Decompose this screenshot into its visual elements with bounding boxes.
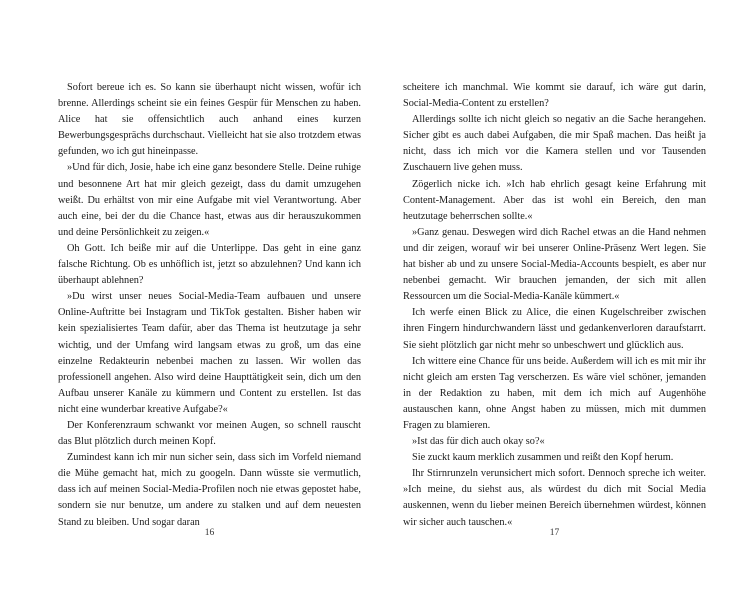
paragraph: Ich werfe einen Blick zu Alice, die einen Kugelschreiber zwischen ihren Fingern hindurchwandern lässt und gedankenverloren daraufstarrt. Sie sieht plötzlich gar nicht mehr so unbeschwert und glücklich aus. (403, 307, 706, 351)
paragraph: Ich wittere eine Chance für uns beide. Außerdem will ich es mit mir ihr nicht gleich am ersten Tag verscherzen. Es wäre viel schöner, jemanden in der Redaktion zu haben, mit dem ich mich auf Augenhöhe austauschen kann, ohne Angst haben zu müssen, mich mit dummen Fragen zu blamieren. (403, 355, 706, 431)
paragraph: scheitere ich manchmal. Wie kommt sie darauf, ich wäre gut darin, Social-Media-Content zu erstellen? (403, 82, 706, 110)
paragraph: Der Konferenzraum schwankt vor meinen Augen, so schnell rauscht das Blut plötzlich durch meinen Kopf. (58, 419, 361, 448)
left-page-text (58, 80, 361, 531)
page-number-left: 16 (204, 528, 215, 538)
paragraph: »Und für dich, Josie, habe ich eine ganz besondere Stelle. Deine ruhige und besonnene Art hat mir gleich gezeigt, dass du damit umzugehen weißt. Du erhältst von mir eine Aufgabe mit viel Verantwortung. Aber auch eine, bei der du die Chance hast, etwas aus dir herauszukommen und deine Persönlichkeit zu zeigen.« (58, 162, 361, 238)
paragraph: Oh Gott. Ich beiße mir auf die Unterlippe. Das geht in eine ganz falsche Richtung. Ob es unhöflich ist, jetzt so abzulehnen? Und kann ich überhaupt ablehnen? (58, 242, 361, 287)
paragraph: Ihr Stirnrunzeln verunsichert mich sofort. Dennoch spreche ich weiter. »Ich meine, du siehst aus, als würdest du dich mit Social Media auskennen, wenn du lieber meinen Bereich übernehmen würdest, können wir sicher auch tauschen.« (403, 468, 706, 528)
paragraph: Allerdings sollte ich nicht gleich so negativ an die Sache herangehen. Sicher gibt es auch dabei Aufgaben, die mir Spaß machen. Das heißt ja nicht, dass ich mich vor die Kamera stellen und vor Tausenden Zuschauern live gehen muss. (403, 114, 706, 174)
paragraph: »Ist das für dich auch okay so?« (412, 436, 545, 448)
page-number-right: 17 (549, 528, 560, 538)
right-page-text (403, 80, 706, 531)
paragraph: »Ganz genau. Deswegen wird dich Rachel etwas an die Hand nehmen und dir zeigen, worauf wir bei unserer Online-Präsenz Wert legen. Sie hat bisher ab und zu unsere Social-Media-Accounts bespielt, es aber nur nebenbei gemacht. Wir brauchen jemanden, der sich mit allen Ressourcen um die Social-Media-Kanäle kümmert.« (403, 226, 706, 303)
paragraph: »Du wirst unser neues Social-Media-Team aufbauen und unsere Online-Auftritte bei Instagram und TikTok gestalten. Bisher haben wir kein spezialisiertes Team dafür, aber das Thema ist heutzutage ja sehr wichtig, und der Umfang wird langsam etwas zu groß, um das eine einzelne Redakteurin nebenbei machen zu lassen. Wir wollen das professionell angehen. Also wird deine Haupttätigkeit sein, dich um den Aufbau unserer Kanäle zu kümmern und Content zu erstellen. Ist das nicht eine wunderbar kreative Aufgabe?« (58, 291, 361, 415)
paragraph: Zögerlich nicke ich. »Ich hab ehrlich gesagt keine Erfahrung mit Content-Management. Aber das ist wohl ein Bereich, den man heutzutage beherrschen sollte.« (403, 178, 706, 222)
paragraph: Sofort bereue ich es. So kann sie überhaupt nicht wissen, wofür ich brenne. Allerdings scheint sie ein feines Gespür für Menschen zu haben. Alice hat sie offensichtlich auch anhand eines kurzen Bewerbungsgesprächs durchschaut. Vielleicht hat sie also trotzdem etwas gefunden, wo ich gut hineinpasse. (58, 82, 361, 158)
paragraph: Zumindest kann ich mir nun sicher sein, dass sich im Vorfeld niemand die Mühe gemacht hat, mich zu googeln. Dann wüsste sie vermutlich, dass ich auf meinen Social-Media-Profilen noch nie etwas gepostet habe, sondern sie nur benutze, um andere zu stalken und auf dem neuesten Stand zu bleiben. Und sogar daran (58, 452, 361, 528)
paragraph: Sie zuckt kaum merklich zusammen und reißt den Kopf herum. (412, 452, 674, 464)
